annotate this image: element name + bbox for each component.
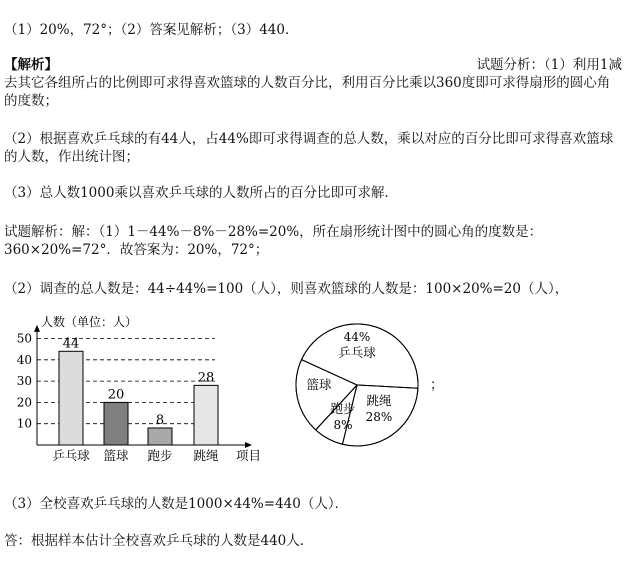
conclusion: 答：根据样本估计全校喜欢乒乓球的人数是440人． — [4, 533, 314, 549]
analysis-head: 试题分析：（1）利用1减 — [476, 57, 622, 73]
analysis-paragraph-2: （2）根据喜欢乒乓球的有44人，占44%即可求得调查的总人数，乘以对应的百分比即可求得喜欢篮球的人数，作出统计图； — [4, 131, 614, 165]
y-tick-label: 30 — [16, 374, 32, 389]
pie-slice-label: 跑步 — [330, 401, 356, 416]
solution-paragraph-1: 试题解析：解：（1）1－44%－8%－28%=20%，所在扇形统计图中的圆心角的度数是：360×20%=72°．故答案为：20%，72°； — [4, 224, 543, 258]
y-tick-label: 10 — [16, 416, 32, 431]
x-tick-label: 篮球 — [103, 448, 129, 463]
bar — [194, 385, 218, 445]
analysis-paragraph-3: （3）总人数1000乘以喜欢乒乓球的人数所占的百分比即可求解． — [4, 185, 398, 201]
pie-chart — [290, 315, 430, 455]
solution-paragraph-3: （3）全校喜欢乒乓球的人数是1000×44%=440（人）． — [4, 496, 349, 512]
pie-slice-percent: 8% — [333, 418, 353, 432]
y-tick-label: 40 — [16, 352, 32, 367]
bar-chart — [0, 298, 270, 468]
pie-slice-label: 篮球 — [306, 377, 332, 392]
bar — [59, 351, 83, 445]
y-tick-label: 20 — [16, 395, 32, 410]
solution-paragraph-2: （2）调查的总人数是：44÷44%=100（人），则喜欢篮球的人数是：100×20%=20（人）， — [4, 281, 569, 297]
y-axis-arrow — [34, 325, 40, 332]
bar-value-label: 28 — [197, 370, 215, 386]
y-axis-label: 人数（单位：人） — [41, 314, 138, 329]
pie-slice-percent: 44% — [343, 330, 371, 344]
bar-value-label: 20 — [107, 387, 125, 403]
answer-line: （1）20%，72°；（2）答案见解析；（3）440． — [4, 22, 299, 38]
separator-mark: ； — [430, 377, 444, 393]
analysis-paragraph-1: 去其它各组所占的比例即可求得喜欢篮球的人数百分比，利用百分比乘以360度即可求得扇形的圆心角的度数； — [4, 75, 611, 109]
bar-value-label: 44 — [62, 336, 80, 352]
analysis-label: 【解析】 — [4, 57, 58, 73]
bar-value-label: 8 — [155, 412, 165, 428]
pie-slice-label: 乒乓球 — [338, 345, 376, 360]
pie-slice-percent: 28% — [365, 410, 393, 424]
x-tick-label: 跳绳 — [193, 448, 219, 463]
pie-slice-label: 跳绳 — [366, 393, 392, 408]
x-tick-label: 跑步 — [147, 448, 173, 463]
y-tick-label: 50 — [16, 331, 32, 346]
bar — [148, 428, 172, 445]
x-tick-label: 乒乓球 — [52, 448, 90, 463]
bar — [104, 402, 128, 445]
x-axis-label: 项目 — [236, 448, 262, 463]
